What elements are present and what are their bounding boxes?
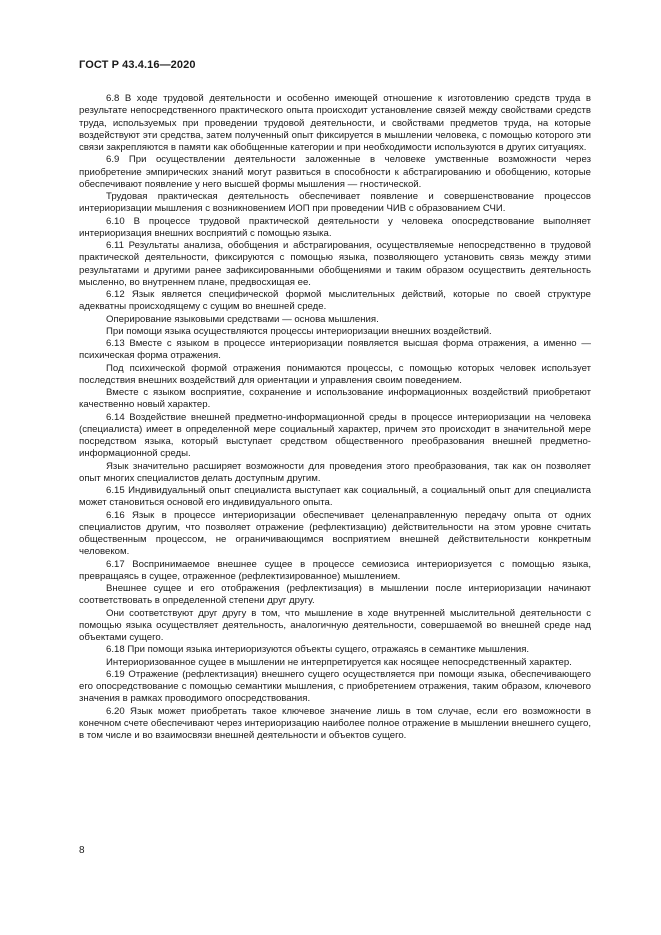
paragraph-6-17: 6.17 Воспринимаемое внешнее сущее в процессе семиозиса интериоризуется с помощью языка, превращаясь в сущее, отраженное (рефлектизированное) мышлением. <box>79 558 591 582</box>
paragraph-6-13: 6.13 Вместе с языком в процессе интериоризации появляется высшая форма отражения, а именно — психическая форма отражения. <box>79 338 591 362</box>
paragraph: Под психической формой отражения понимаются процессы, с помощью которых человек использует последствия внешних воздействий для ориентации и управления своим поведением. <box>79 362 591 386</box>
standard-designation: ГОСТ Р 43.4.16—2020 <box>79 59 196 71</box>
paragraph: Оперирование языковыми средствами — основа мышления. <box>106 313 379 325</box>
paragraph: Интериоризованное сущее в мышлении не интерпретируется как носящее непосредственный характер. <box>106 656 572 668</box>
paragraph: Трудовая практическая деятельность обеспечивает появление и совершенствование процессов интериоризации мышления с возникновением ИОП при проведении ЧИВ с образованием СЧИ. <box>79 191 591 215</box>
paragraph-6-15: 6.15 Индивидуальный опыт специалиста выступает как социальный, а социальный опыт для специалиста может становиться основой его индивидуального опыта. <box>79 485 591 509</box>
paragraph-6-18: 6.18 При помощи языка интериоризуются объекты сущего, отражаясь в семантике мышления. <box>106 644 530 656</box>
paragraph: Вместе с языком восприятие, сохранение и использование информационных воздействий приобретают качественно новый характер. <box>79 387 591 411</box>
paragraph-6-9: 6.9 При осуществлении деятельности заложенные в человеке умственные возможности через приобретение эмпирических знаний могут развиться в способности к абстрагированию и обобщению, которые обеспечивают появление у него высшей формы мышления — гностической. <box>79 154 591 190</box>
paragraph-6-10: 6.10 В процессе трудовой практической деятельности у человека опосредствование выполняет интериоризация внешних восприятий с помощью языка. <box>79 215 591 239</box>
paragraph: Они соответствуют друг другу в том, что мышление в ходе внутренней мыслительной деятельности с помощью языка осуществляет деятельность, аналогичную деятельности, совершаемой во внешней среде над объектами сущего. <box>79 607 591 643</box>
paragraph-6-12: 6.12 Язык является специфической формой мыслительных действий, которые по своей структуре адекватны происходящему с сущим во внешней среде. <box>79 289 591 313</box>
paragraph-6-16: 6.16 Язык в процессе интериоризации обеспечивает целенаправленную передачу опыта от одних специалистов другим, что позволяет отражение (рефлектизацию) действительности на этом уровне считать общественным процессом, не ограничивающимся восприятием внешней действительности конкретным человеком. <box>79 509 591 558</box>
paragraph: Язык значительно расширяет возможности для проведения этого преобразования, так как он позволяет опыт многих специалистов делать доступным другим. <box>79 460 591 484</box>
paragraph: При помощи языка осуществляются процессы интериоризации внешних воздействий. <box>106 325 492 337</box>
paragraph-6-20: 6.20 Язык может приобретать такое ключевое значение лишь в том случае, если его возможности в конечном счете обеспечивают через интериоризацию наиболее полное отражение в мышлении внешнего сущего, в том числе и во взаимосвязи внешней деятельности и объектов сущего. <box>79 705 591 741</box>
paragraph-6-19: 6.19 Отражение (рефлектизация) внешнего сущего осуществляется при помощи языка, обеспечивающего его опосредствование с помощью семантики мышления, с приобретением отражения, таким образом, ключевого значения в рамках проводимого опосредствования. <box>79 668 591 705</box>
paragraph-6-14: 6.14 Воздействие внешней предметно-информационной среды в процессе интериоризации на человека (специалиста) имеет в определенной мере социальный характер, причем это происходит в значительной мере посредством языка, который выступает средством общественного преобразования внешней предметно-информационной среды. <box>79 411 591 460</box>
body-text <box>79 93 591 742</box>
paragraph-6-11: 6.11 Результаты анализа, обобщения и абстрагирования, осуществляемые непосредственно в трудовой практической деятельности, фиксируются с помощью языка, позволяющего установить связь между этими результатами и другими ранее зафиксированными обобщениями и таким образом осуществить деятельность мысленно, во внутреннем плане, предвосхищая ее. <box>79 240 591 288</box>
page-number: 8 <box>79 845 85 856</box>
paragraph: Внешнее сущее и его отображения (рефлектизация) в мышлении после интериоризации начинают соответствовать в определенной степени друг другу. <box>79 583 591 607</box>
paragraph-6-8: 6.8 В ходе трудовой деятельности и особенно имеющей отношение к изготовлению средств труда в результате непосредственного практического опыта происходит установление связей между свойствами средств труда, используемых при проведении трудовой деятельности, и свойствами предметов труда, на которые воздействуют эти средства, затем полученный опыт фиксируется в мышлении человека, с помощью которого эти связи закрепляются в памяти как обобщенные категории и при необходимости используются в других ситуациях. <box>79 93 591 153</box>
